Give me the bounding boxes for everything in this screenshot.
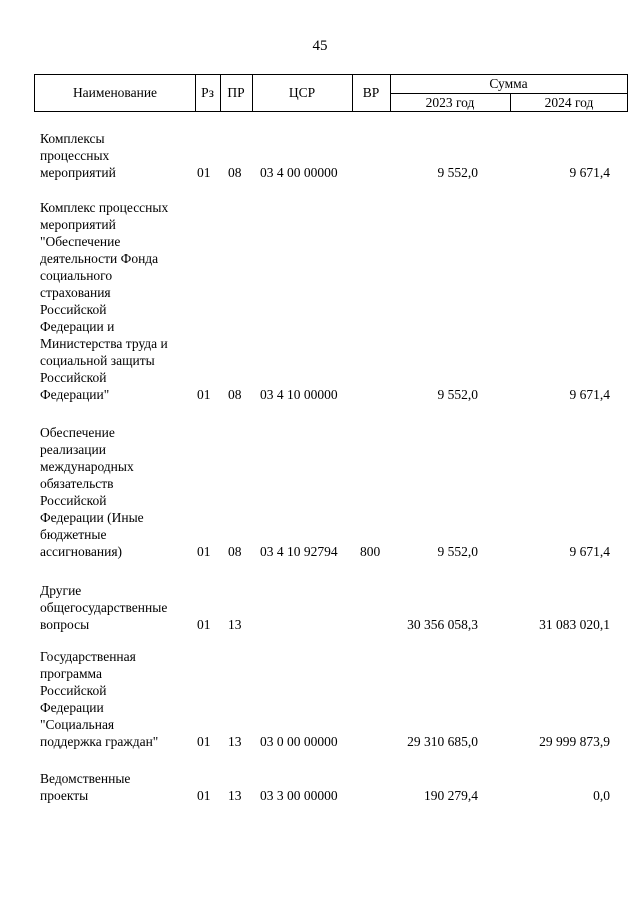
row-s2023: 30 356 058,3 [407, 617, 478, 632]
row-csr: 03 0 00 00000 [260, 734, 338, 749]
row-s2024: 9 671,4 [569, 387, 610, 402]
row-s2023: 190 279,4 [424, 788, 478, 803]
row-pr: 08 [228, 165, 242, 180]
header-2023: 2023 год [425, 94, 475, 110]
row-csr: 03 4 10 00000 [260, 387, 338, 402]
row-rz: 01 [197, 734, 211, 749]
row-csr: 03 3 00 00000 [260, 788, 338, 803]
row-pr: 13 [228, 617, 242, 632]
table-row [0, 199, 640, 403]
row-name: Комплекс процессных мероприятий "Обеспечение деятельности Фонда социального страхования Российской Федерации и Министерства труда и социальной защиты Российской Федерации" [40, 200, 169, 402]
header-sum: Сумма [489, 76, 528, 91]
row-s2023: 9 552,0 [437, 165, 478, 180]
header-2024: 2024 год [544, 94, 594, 110]
row-pr: 08 [228, 544, 242, 559]
row-s2024: 29 999 873,9 [539, 734, 610, 749]
row-csr: 03 4 00 00000 [260, 165, 338, 180]
page-number: 45 [312, 38, 328, 54]
row-vr: 800 [360, 544, 381, 559]
row-rz: 01 [197, 788, 211, 803]
row-s2023: 9 552,0 [437, 544, 478, 559]
table-row [0, 770, 640, 804]
row-rz: 01 [197, 165, 211, 180]
row-csr: 03 4 10 92794 [260, 544, 338, 559]
row-name: Другие общегосударственные вопросы [40, 583, 168, 632]
row-name: Государственная программа Российской Федерации "Социальная поддержка граждан" [40, 649, 159, 749]
row-pr: 13 [228, 734, 242, 749]
row-pr: 13 [228, 788, 242, 803]
table-row [0, 582, 640, 633]
table-header [34, 74, 628, 112]
row-s2024: 9 671,4 [569, 165, 610, 180]
header-rz: Рз [201, 85, 214, 100]
row-rz: 01 [197, 544, 211, 559]
row-name: Ведомственные проекты [40, 771, 131, 803]
table-row [0, 130, 640, 181]
row-s2024: 0,0 [593, 788, 610, 803]
row-name: Обеспечение реализации международных обязательств Российской Федерации (Иные бюджетные ассигнования) [40, 425, 144, 559]
header-vr: ВР [362, 85, 380, 100]
row-rz: 01 [197, 617, 211, 632]
table-row [0, 424, 640, 560]
row-s2024: 31 083 020,1 [539, 617, 610, 632]
header-pr: ПР [227, 85, 245, 100]
table-row [0, 648, 640, 750]
row-name: Комплексы процессных мероприятий [40, 131, 116, 180]
row-rz: 01 [197, 387, 211, 402]
header-name: Наименование [72, 85, 158, 100]
row-pr: 08 [228, 387, 242, 402]
header-csr: ЦСР [288, 85, 316, 100]
row-s2024: 9 671,4 [569, 544, 610, 559]
row-s2023: 29 310 685,0 [407, 734, 478, 749]
row-s2023: 9 552,0 [437, 387, 478, 402]
